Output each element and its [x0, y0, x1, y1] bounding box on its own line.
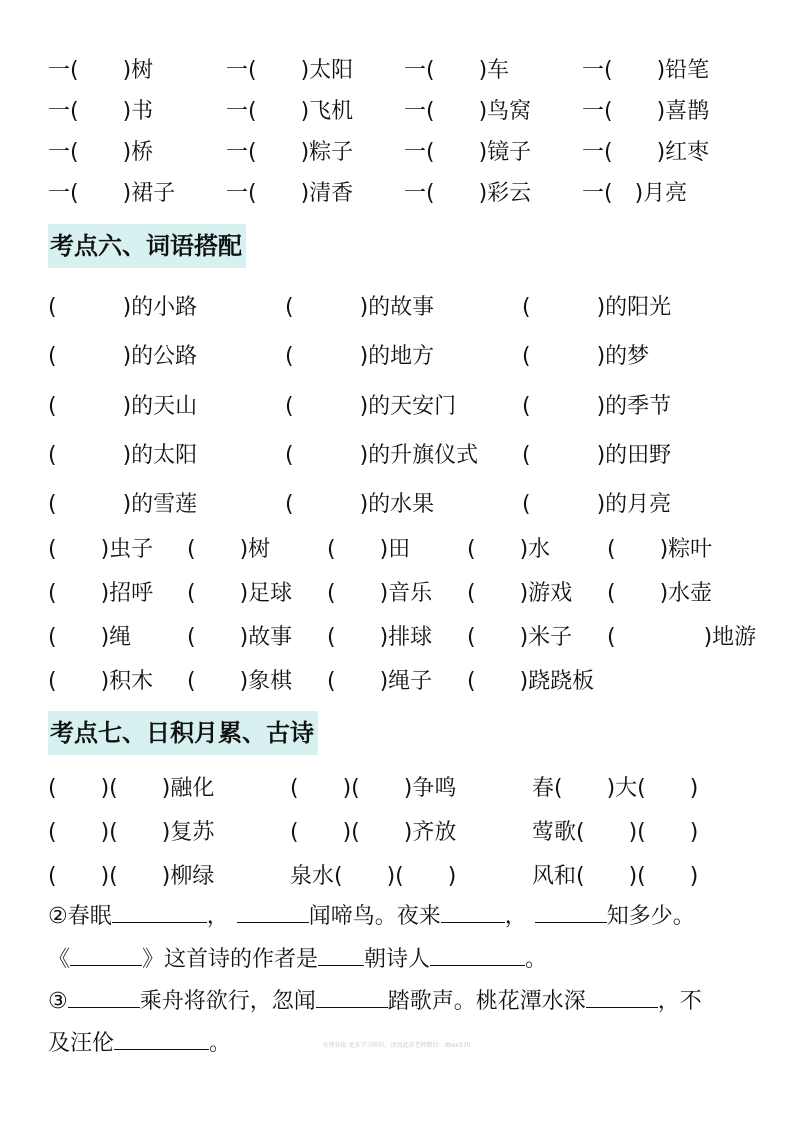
matching-item: ( )的升旗仪式	[285, 443, 479, 468]
poem-text: ，	[504, 904, 527, 929]
measure-word-item: 一( )裙子	[48, 181, 176, 206]
verb-fill-item: ( )排球	[327, 625, 433, 650]
poem-line-3	[48, 983, 702, 1019]
idiom-item: ( )( )柳绿	[48, 864, 215, 889]
poem-text: ②春眠	[48, 904, 112, 929]
matching-item: ( )的太阳	[48, 443, 198, 468]
poem-line-1	[48, 898, 695, 934]
poem-text: 闻啼鸟。夜来	[308, 904, 441, 929]
measure-word-row	[0, 54, 793, 88]
matching-row	[0, 390, 793, 424]
idiom-item: 风和( )( )	[532, 864, 699, 889]
poem-text: 《	[48, 947, 71, 972]
measure-word-item: 一( )桥	[48, 140, 154, 165]
poem-text: 踏歌声。桃花潭水深	[387, 989, 586, 1014]
measure-word-item: 一( )飞机	[226, 99, 354, 124]
measure-word-item: 一( )铅笔	[582, 58, 710, 83]
answer-blank[interactable]	[316, 983, 388, 1008]
idiom-row	[0, 816, 793, 850]
matching-item: ( )的地方	[285, 344, 435, 369]
answer-blank[interactable]	[70, 941, 142, 966]
verb-fill-item: ( )积木	[48, 669, 154, 694]
poem-text: 》这首诗的作者是	[142, 947, 319, 972]
section-heading-7: 考点七、日积月累、古诗	[48, 711, 318, 755]
matching-item: ( )的梦	[522, 344, 650, 369]
matching-item: ( )的小路	[48, 295, 198, 320]
verb-fill-item: ( )水	[467, 537, 551, 562]
matching-item: ( )的天山	[48, 394, 198, 419]
measure-word-item: 一( )车	[404, 58, 510, 83]
verb-fill-item: ( )水壶	[607, 581, 713, 606]
idiom-item: ( )( )复苏	[48, 820, 215, 845]
answer-blank[interactable]	[237, 898, 309, 923]
matching-row	[0, 439, 793, 473]
poem-text: 及汪伦	[48, 1031, 115, 1056]
verb-fill-item: ( )树	[187, 537, 271, 562]
idiom-item: ( )( )融化	[48, 776, 215, 801]
measure-word-item: 一( )红枣	[582, 140, 710, 165]
matching-item: ( )的阳光	[522, 295, 672, 320]
answer-blank[interactable]	[535, 898, 607, 923]
verb-fill-item: ( )虫子	[48, 537, 154, 562]
section-heading-6: 考点六、词语搭配	[48, 224, 246, 268]
idiom-item: 春( )大( )	[532, 776, 699, 801]
measure-word-item: 一( )彩云	[404, 181, 532, 206]
answer-blank[interactable]	[68, 983, 140, 1008]
poem-line-2	[48, 941, 547, 977]
measure-word-item: 一( )清香	[226, 181, 354, 206]
idiom-item: ( )( )齐放	[290, 820, 457, 845]
poem-text: ，不	[657, 989, 702, 1014]
matching-item: ( )的天安门	[285, 394, 457, 419]
idiom-item: ( )( )争鸣	[290, 776, 457, 801]
verb-fill-item: ( )招呼	[48, 581, 154, 606]
matching-item: ( )的季节	[522, 394, 672, 419]
measure-word-row	[0, 95, 793, 129]
verb-fill-row	[0, 621, 793, 655]
answer-blank[interactable]	[318, 941, 364, 966]
idiom-row	[0, 772, 793, 806]
measure-word-item: 一( )树	[48, 58, 154, 83]
verb-fill-item: ( )跷跷板	[467, 669, 595, 694]
verb-fill-row	[0, 577, 793, 611]
verb-fill-row	[0, 533, 793, 567]
answer-blank[interactable]	[586, 983, 658, 1008]
measure-word-item: 一( )书	[48, 99, 154, 124]
verb-fill-item: ( )绳	[48, 625, 132, 650]
measure-word-item: 一( )粽子	[226, 140, 354, 165]
verb-fill-item: ( )足球	[187, 581, 293, 606]
idiom-item: 泉水( )( )	[290, 864, 457, 889]
poem-text: 朝诗人	[364, 947, 431, 972]
poem-text: 乘舟将欲行，忽闻	[139, 989, 316, 1014]
measure-word-row	[0, 136, 793, 170]
measure-word-item: 一( )镜子	[404, 140, 532, 165]
measure-word-item: 一( )喜鹊	[582, 99, 710, 124]
answer-blank[interactable]	[441, 898, 505, 923]
verb-fill-item: ( )音乐	[327, 581, 433, 606]
matching-item: ( )的故事	[285, 295, 435, 320]
poem-text: ，	[206, 904, 229, 929]
verb-fill-item: ( )米子	[467, 625, 573, 650]
matching-row	[0, 488, 793, 522]
poem-text: 知多少。	[606, 904, 695, 929]
verb-fill-item: ( )田	[327, 537, 411, 562]
measure-word-item: 一( )鸟窝	[404, 99, 532, 124]
verb-fill-item: ( )象棋	[187, 669, 293, 694]
matching-item: ( )的月亮	[522, 492, 672, 517]
verb-fill-item: ( )游戏	[467, 581, 573, 606]
idiom-row	[0, 860, 793, 894]
verb-fill-item: ( )粽叶	[607, 537, 713, 562]
verb-fill-item: ( )地游	[607, 625, 757, 650]
matching-item: ( )的公路	[48, 344, 198, 369]
verb-fill-row	[0, 665, 793, 699]
idiom-item: 莺歌( )( )	[532, 820, 699, 845]
matching-row	[0, 291, 793, 325]
matching-row	[0, 340, 793, 374]
verb-fill-item: ( )绳子	[327, 669, 433, 694]
answer-blank[interactable]	[112, 898, 207, 923]
matching-item: ( )的雪莲	[48, 492, 198, 517]
poem-text: 。	[209, 1031, 232, 1056]
poem-text: 。	[525, 947, 548, 972]
verb-fill-item: ( )故事	[187, 625, 293, 650]
measure-word-item: 一( )太阳	[226, 58, 354, 83]
measure-word-item: 一( )月亮	[582, 181, 688, 206]
matching-item: ( )的田野	[522, 443, 672, 468]
poem-text: ③	[48, 989, 68, 1014]
answer-blank[interactable]	[430, 941, 525, 966]
matching-item: ( )的水果	[285, 492, 435, 517]
measure-word-row	[0, 177, 793, 211]
footer-watermark: 免费获取 更多学习资料，请加此成老师微信：dbxx570	[322, 1042, 471, 1049]
